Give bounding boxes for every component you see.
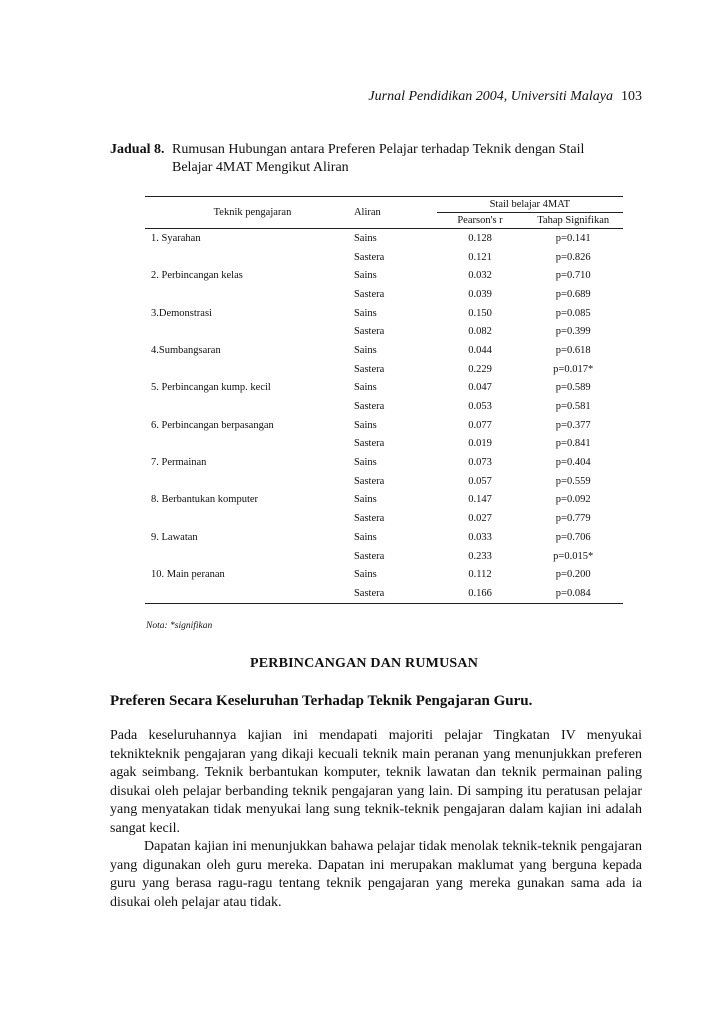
cell-pearson-r: 0.073 [468, 457, 492, 469]
cell-significance: p=0.581 [555, 401, 591, 413]
table-note: Nota: *signifikan [146, 621, 213, 631]
cell-stream: Sastera [353, 401, 385, 413]
col-header-stream: Aliran [353, 207, 381, 218]
cell-stream: Sains [353, 569, 377, 581]
table-row [145, 528, 623, 547]
cell-pearson-r: 0.229 [468, 363, 492, 375]
table-row [145, 397, 623, 416]
cell-significance: p=0.404 [555, 457, 591, 469]
cell-stream: Sastera [353, 475, 385, 487]
cell-pearson-r: 0.233 [468, 550, 492, 562]
cell-technique [145, 472, 354, 491]
subheading: Preferen Secara Keseluruhan Terhadap Teknik Pengajaran Guru. [110, 693, 533, 709]
paragraph: Dapatan kajian ini menunjukkan bahawa pelajar tidak menolak teknik-teknik pengajaran yang digunakan oleh guru mereka. Dapatan ini merupakan maklumat yang berguna kepada guru yang berasa ragu-ragu tentang teknik pengajaran yang mereka gunakan sama ada ia disukai oleh pelajar atau tidak. [110, 839, 642, 910]
table-row [145, 509, 623, 528]
cell-stream: Sastera [353, 251, 385, 263]
cell-pearson-r: 0.166 [468, 587, 492, 599]
cell-significance: p=0.092 [555, 494, 591, 506]
cell-stream: Sastera [353, 550, 385, 562]
table-caption-text-line1: Rumusan Hubungan antara Preferen Pelajar terhadap Teknik dengan Stail [172, 142, 585, 157]
table-caption-label: Jadual 8. [110, 142, 165, 157]
cell-technique [145, 397, 354, 416]
running-header [368, 89, 642, 105]
cell-significance: p=0.017* [553, 363, 594, 375]
table-row [145, 472, 623, 491]
cell-pearson-r: 0.077 [468, 419, 492, 431]
cell-significance: p=0.826 [555, 251, 591, 263]
cell-pearson-r: 0.033 [468, 531, 492, 543]
cell-technique [145, 248, 354, 267]
table-row [145, 547, 623, 566]
cell-stream: Sains [353, 419, 377, 431]
cell-pearson-r: 0.044 [468, 344, 492, 356]
table-row [145, 360, 623, 379]
cell-technique [145, 547, 354, 566]
cell-technique [145, 360, 354, 379]
cell-significance: p=0.841 [555, 438, 591, 450]
cell-pearson-r: 0.147 [468, 494, 492, 506]
cell-stream: Sastera [353, 438, 385, 450]
cell-stream: Sains [353, 270, 377, 282]
table-row [145, 266, 623, 285]
cell-significance: p=0.706 [555, 531, 591, 543]
cell-technique [145, 584, 354, 603]
cell-significance: p=0.779 [555, 513, 591, 525]
cell-stream: Sains [353, 531, 377, 543]
cell-pearson-r: 0.053 [468, 401, 492, 413]
table-row [145, 584, 623, 603]
cell-stream: Sastera [353, 288, 385, 300]
results-table [145, 196, 623, 604]
cell-pearson-r: 0.057 [468, 475, 492, 487]
table-row [145, 491, 623, 510]
table-row [145, 341, 623, 360]
cell-stream: Sastera [353, 513, 385, 525]
table-row [145, 248, 623, 267]
cell-significance: p=0.084 [555, 587, 591, 599]
table-row [145, 285, 623, 304]
cell-significance: p=0.399 [555, 326, 591, 338]
cell-technique: 3.Demonstrasi [151, 307, 212, 319]
cell-significance: p=0.689 [555, 288, 591, 300]
cell-pearson-r: 0.112 [468, 569, 492, 581]
cell-significance: p=0.200 [555, 569, 591, 581]
cell-stream: Sains [353, 382, 377, 394]
cell-significance: p=0.559 [555, 475, 591, 487]
cell-significance: p=0.085 [555, 307, 591, 319]
cell-technique [145, 435, 354, 454]
table-row [145, 565, 623, 584]
body-text [110, 727, 642, 912]
cell-technique [145, 509, 354, 528]
section-title: PERBINCANGAN DAN RUMUSAN [249, 656, 479, 671]
journal-title: Jurnal Pendidikan 2004, Universiti Malaya [368, 89, 613, 104]
cell-technique: 2. Perbincangan kelas [151, 270, 243, 282]
cell-stream: Sains [353, 307, 377, 319]
cell-pearson-r: 0.150 [468, 307, 492, 319]
cell-pearson-r: 0.027 [468, 513, 492, 525]
cell-technique: 4.Sumbangsaran [151, 344, 221, 356]
col-header-group: Stail belajar 4MAT [437, 197, 623, 213]
table-row [145, 322, 623, 341]
cell-technique: 7. Permainan [151, 457, 207, 469]
cell-technique [145, 322, 354, 341]
cell-technique: 10. Main peranan [151, 569, 225, 581]
cell-stream: Sains [353, 494, 377, 506]
paragraph: Pada keseluruhannya kajian ini mendapati majoriti pelajar Tingkatan IV menyukai teknikteknik pengajaran yang dikaji kecuali teknik main peranan yang menunjukkan preferen agak seimbang. Teknik berbantukan komputer, teknik lawatan dan teknik permainan paling disukai oleh pelajar berbanding teknik pengajaran yang lain. Di samping itu peratusan pelajar yang menyatakan tidak menyukai lang sung teknik-teknik pengajaran dalam kajian ini adalah sangat kecil. [110, 728, 642, 836]
cell-pearson-r: 0.039 [468, 288, 492, 300]
cell-significance: p=0.710 [555, 270, 591, 282]
cell-significance: p=0.141 [555, 232, 591, 244]
cell-technique: 5. Perbincangan kump. kecil [151, 382, 271, 394]
results-table-body [145, 229, 623, 604]
cell-technique: 6. Perbincangan berpasangan [151, 419, 274, 431]
cell-stream: Sains [353, 457, 377, 469]
table-row [145, 416, 623, 435]
cell-pearson-r: 0.047 [468, 382, 492, 394]
cell-stream: Sastera [353, 363, 385, 375]
cell-significance: p=0.618 [555, 344, 591, 356]
cell-pearson-r: 0.128 [468, 232, 492, 244]
col-header-significance: Tahap Signifikan [537, 215, 610, 226]
cell-pearson-r: 0.121 [468, 251, 492, 263]
table-row [145, 379, 623, 398]
cell-significance: p=0.015* [553, 550, 594, 562]
cell-technique: 1. Syarahan [151, 232, 201, 244]
table-row [145, 453, 623, 472]
cell-stream: Sains [353, 232, 377, 244]
cell-significance: p=0.377 [555, 419, 591, 431]
page-number: 103 [621, 89, 642, 104]
cell-stream: Sains [353, 344, 377, 356]
table-row [145, 229, 623, 248]
table-caption [110, 141, 650, 177]
cell-pearson-r: 0.082 [468, 326, 492, 338]
col-header-pearson-label: Pearson's r [457, 215, 503, 226]
table-row [145, 304, 623, 323]
cell-technique: 9. Lawatan [151, 531, 198, 543]
cell-stream: Sastera [353, 587, 385, 599]
results-table-grid [145, 196, 623, 604]
cell-pearson-r: 0.032 [468, 270, 492, 282]
col-header-pearson [437, 213, 524, 229]
cell-stream: Sastera [353, 326, 385, 338]
cell-pearson-r: 0.019 [468, 438, 492, 450]
cell-technique: 8. Berbantukan komputer [151, 494, 259, 506]
table-caption-text-line2: Belajar 4MAT Mengikut Aliran [172, 160, 349, 175]
cell-significance: p=0.589 [555, 382, 591, 394]
col-header-technique: Teknik pengajaran [213, 207, 292, 218]
table-row [145, 435, 623, 454]
cell-technique [145, 285, 354, 304]
